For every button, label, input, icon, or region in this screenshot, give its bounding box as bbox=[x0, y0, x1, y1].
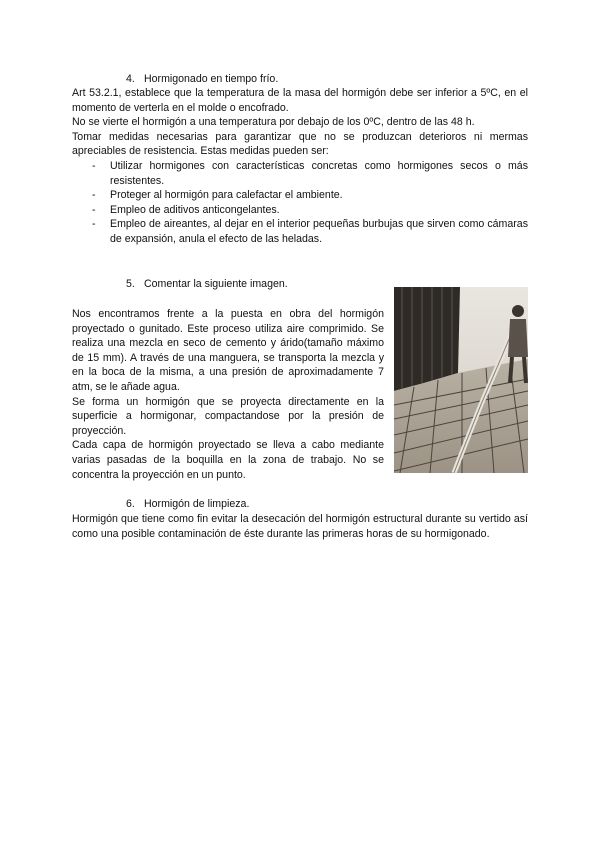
bullet-marker: - bbox=[92, 159, 96, 172]
section-4-paragraph-3: Tomar medidas necesarias para garantizar que no se produzcan deterioros ni mermas apreciables de resistencia. Estas medidas pueden ser: bbox=[72, 130, 528, 158]
section-4-paragraph-1: Art 53.2.1, establece que la temperatura de la masa del hormigón debe ser inferior a 5ºC, en el momento de verterla en el molde o encofrado. bbox=[72, 87, 528, 114]
section-4-paragraph-2: No se vierte el hormigón a una temperatura por debajo de los 0ºC, dentro de las 48 h. bbox=[72, 116, 475, 129]
section-4-title: Hormigonado en tiempo frío. bbox=[144, 73, 279, 85]
list-item: - Empleo de aditivos anticongelantes. bbox=[92, 203, 280, 216]
list-item: - Utilizar hormigones con características concretas como hormigones secos o más resistentes. bbox=[92, 159, 528, 187]
section-6-heading bbox=[126, 497, 249, 512]
section-6-paragraph-1: Hormigón que tiene como fin evitar la desecación del hormigón estructural durante su vertido así como una posible contaminación de éste durante las primeras horas de su hormigonado. bbox=[72, 513, 528, 540]
shotcrete-photo-illustration bbox=[394, 287, 528, 473]
bullet-marker: - bbox=[92, 189, 96, 202]
section-5-body bbox=[72, 307, 384, 482]
section-6-number: 6. bbox=[126, 498, 135, 510]
section-4-heading bbox=[126, 72, 278, 87]
list-item: - Proteger al hormigón para calefactar el ambiente. bbox=[92, 189, 343, 202]
section-6-title: Hormigón de limpieza. bbox=[144, 498, 250, 510]
section-5-paragraph-2: Se forma un hormigón que se proyecta directamente en la superficie a hormigonar, compactandose por la presión de proyección. bbox=[72, 395, 384, 437]
bullet-marker: - bbox=[92, 203, 96, 216]
section-5-number: 5. bbox=[126, 278, 135, 290]
section-6-body bbox=[72, 512, 528, 541]
shotcrete-photo bbox=[394, 287, 528, 473]
section-5-paragraph-3: Cada capa de hormigón proyectado se lleva a cabo mediante varias pasadas de la boquilla en la zona de trabajo. No se concentra la proyección en un punto. bbox=[72, 439, 384, 481]
section-5-title: Comentar la siguiente imagen. bbox=[144, 278, 288, 290]
section-5-paragraph-1: Nos encontramos frente a la puesta en obra del hormigón proyectado o gunitado. Este proceso utiliza aire comprimido. Se realiza una mezcla en seco de cemento y árido(tamaño máximo de 15 mm). A través de una manguera, se transporta la mezcla y en la boca de la misma, a una presión de aproximadamente 7 atm, se le añade agua. bbox=[72, 308, 384, 393]
section-4-body bbox=[72, 86, 528, 247]
bullet-marker: - bbox=[92, 218, 96, 231]
section-5-heading bbox=[126, 277, 288, 292]
measures-list bbox=[72, 159, 528, 247]
section-4-number: 4. bbox=[126, 73, 135, 85]
list-item: - Empleo de aireantes, al dejar en el interior pequeñas burbujas que sirven como cámaras de expansión, anula el efecto de las heladas. bbox=[92, 218, 528, 245]
